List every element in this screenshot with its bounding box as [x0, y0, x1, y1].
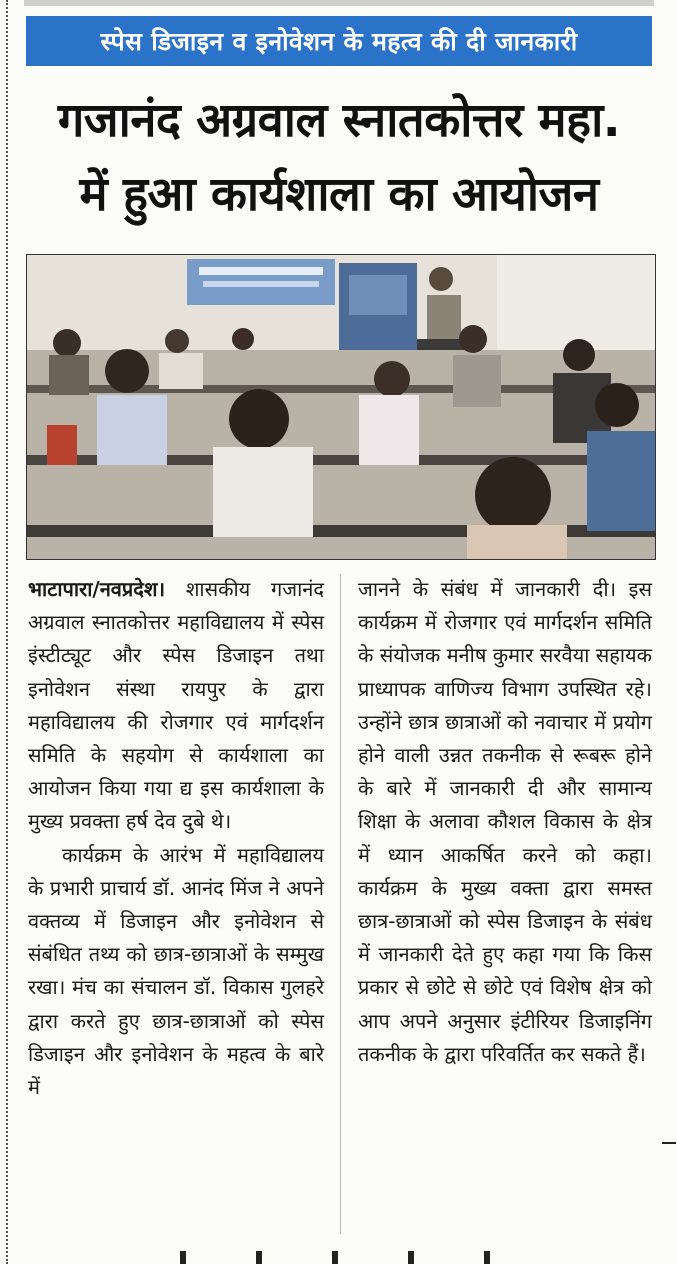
- top-rule: [24, 0, 654, 6]
- cut-line: [6, 0, 8, 1264]
- article-kicker: स्पेस डिजाइन व इनोवेशन के महत्व की दी जानकारी: [26, 16, 652, 66]
- article-column-2: [358, 573, 652, 1071]
- column-2-paragraph-1: जानने के संबंध में जानकारी दी। इस कार्यक्रम में रोजगार एवं मार्गदर्शन समिति के संयोजक मनीष कुमार सरवैया सहायक प्राध्यापक वाणिज्य विभाग उपस्थित रहे। उन्होंने छात्र छात्राओं को नवाचार में प्रयोग होने वाली उन्नत तकनीक से रूबरू होने के बारे में जानकारी दी और सामान्य शिक्षा के अलावा कौशल विकास के क्षेत्र में ध्यान आकर्षित करने को कहा। कार्यक्रम के मुख्य वक्ता द्वारा समस्त छात्र-छात्राओं को स्पेस डिजाइन के संबंध में जानकारी देते हुए कहा गया कि किस प्रकार से छोटे से छोटे एवं विशेष क्षेत्र को आप अपने अनुसार इंटीरियर डिजाइनिंग तकनीक के द्वारा परिवर्तित कर सकते हैं।: [358, 577, 653, 1066]
- headline-line-2: में हुआ कार्यशाला का आयोजन: [79, 167, 599, 222]
- column-1-paragraph-2: कार्यक्रम के आरंभ में महाविद्यालय के प्रभारी प्राचार्य डॉ. आनंद मिंज ने अपने वक्तव्य में डिजाइन और इनोवेशन से संबंधित तथ्य को छात्र-छात्राओं के सम्मुख रखा। मंच का संचालन डॉ. विकास गुलहरे द्वारा करते हुए छात्र-छात्राओं को स्पेस डिजाइन और इनोवेशन के महत्व के बारे में: [28, 842, 324, 1100]
- dateline: भाटापारा/नवप्रदेश।: [28, 577, 166, 601]
- column-divider: [340, 574, 341, 1234]
- next-article-cutoff: [180, 1250, 640, 1264]
- column-1-paragraph-1: [28, 573, 324, 839]
- article-headline: [26, 84, 652, 232]
- workshop-photo: [26, 254, 656, 560]
- article-column-1: [28, 573, 324, 1104]
- headline-line-1: गजानंद अग्रवाल स्नातकोत्तर महा.: [57, 93, 621, 148]
- body-text: शासकीय गजानंद अग्रवाल स्नातकोत्तर महाविद्यालय में स्पेस इंस्टीट्यूट और स्पेस डिजाइन तथा इनोवेशन संस्था रायपुर के द्वारा महाविद्यालय की रोजगार एवं मार्गदर्शन समिति के सहयोग से कार्यशाला का आयोजन किया गया द्य इस कार्यशाला के मुख्य प्रवक्ता हर्ष देव दुबे थे।: [28, 577, 324, 834]
- edge-dash: [662, 1142, 676, 1144]
- workshop-photo-image: [27, 255, 655, 559]
